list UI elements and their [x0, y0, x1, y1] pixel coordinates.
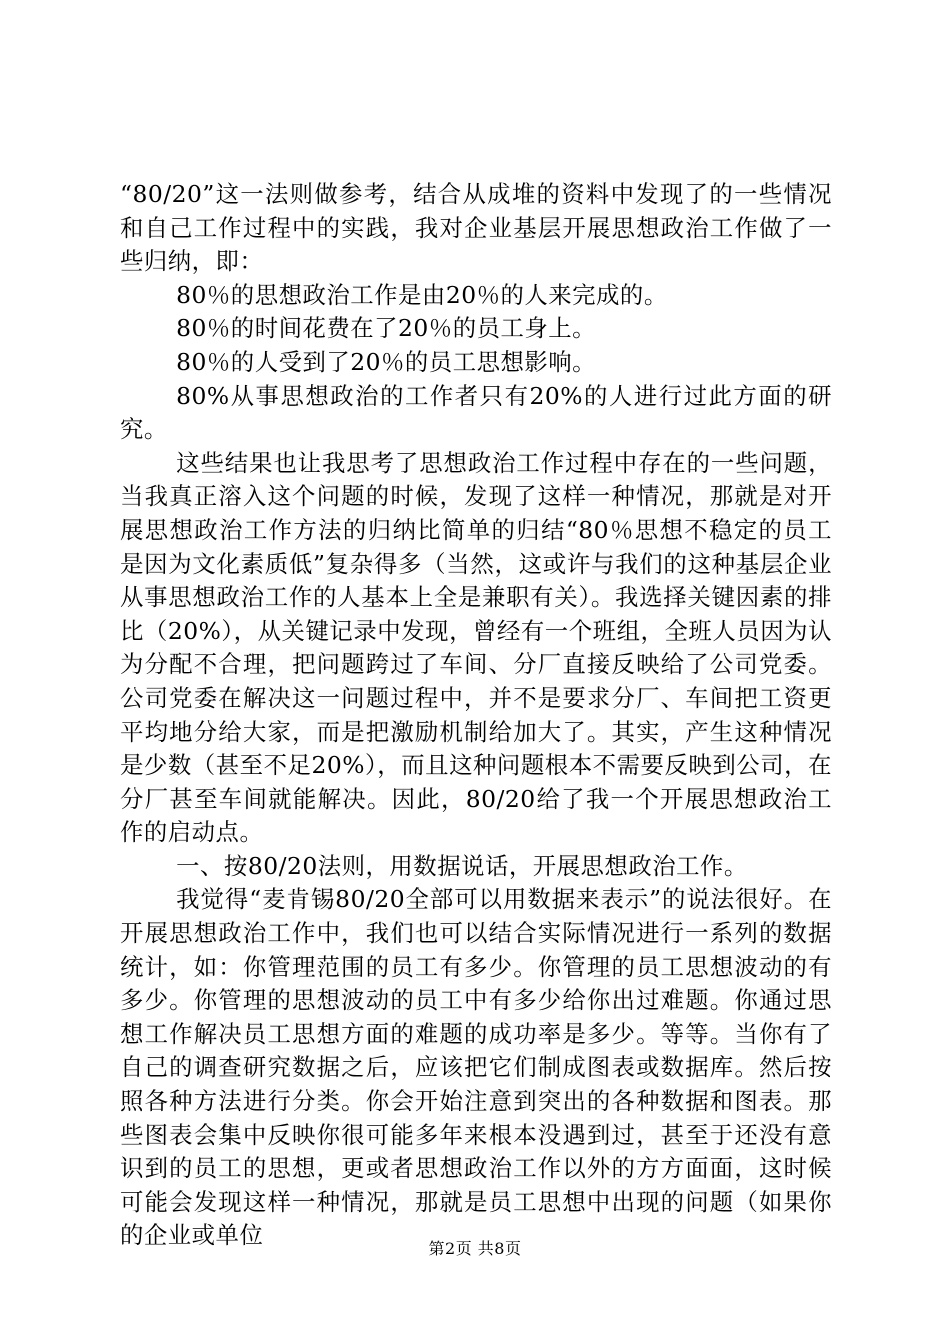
paragraph-2: 80％的思想政治工作是由20％的人来完成的。 — [176, 280, 668, 309]
paragraph-3: 80％的时间花费在了20％的员工身上。 — [176, 314, 597, 343]
section-heading: 一、按80/20法则，用数据说话，开展思想政治工作。 — [176, 851, 748, 880]
page-number-footer: 第2页 共8页 — [428, 1239, 522, 1258]
paragraph-1: “80/20”这一法则做参考，结合从成堆的资料中发现了的一些情况和自己工作过程中的实践，我对企业基层开展思想政治工作做了一些归纳，即： — [120, 180, 832, 276]
paragraph-6: 这些结果也让我思考了思想政治工作过程中存在的一些问题，当我真正溶入这个问题的时候，发现了这样一种情况，那就是对开展思想政治工作方法的归纳比简单的归结“80％思想不稳定的员工是因为文化素质低”复杂得多（当然，这或许与我们的这种基层企业从事思想政治工作的人基本上全是兼职有关）。我选择关键因素的排比（20%），从关键记录中发现，曾经有一个班组，全班人员因为认为分配不合理，把问题跨过了车间、分厂直接反映给了公司党委。公司党委在解决这一问题过程中，并不是要求分厂、车间把工资更平均地分给大家，而是把激励机制给加大了。其实，产生这种情况是少数（甚至不足20%），而且这种问题根本不需要反映到公司，在分厂甚至车间就能解决。因此，80/20给了我一个开展思想政治工作的启动点。 — [120, 448, 832, 847]
paragraph-8: 我觉得“麦肯锡80/20全部可以用数据来表示”的说法很好。在开展思想政治工作中，我们也可以结合实际情况进行一系列的数据统计，如：你管理范围的员工有多少。你管理的员工思想波动的有多少。你管理的思想波动的员工中有多少给你出过难题。你通过思想工作解决员工思想方面的难题的成功率是多少。等等。当你有了自己的调查研究数据之后，应该把它们制成图表或数据库。然后按照各种方法进行分类。你会开始注意到突出的各种数据和图表。那些图表会集中反映你很可能多年来根本没遇到过，甚至于还没有意识到的员工的思想，更或者思想政治工作以外的方方面面，这时候可能会发现这样一种情况，那就是员工思想中出现的问题（如果你的企业或单位 — [120, 885, 832, 1250]
paragraph-4: 80％的人受到了20％的员工思想影响。 — [176, 347, 597, 376]
document-body — [120, 178, 832, 1253]
paragraph-5: 80%从事思想政治的工作者只有20%的人进行过此方面的研究。 — [120, 381, 832, 444]
